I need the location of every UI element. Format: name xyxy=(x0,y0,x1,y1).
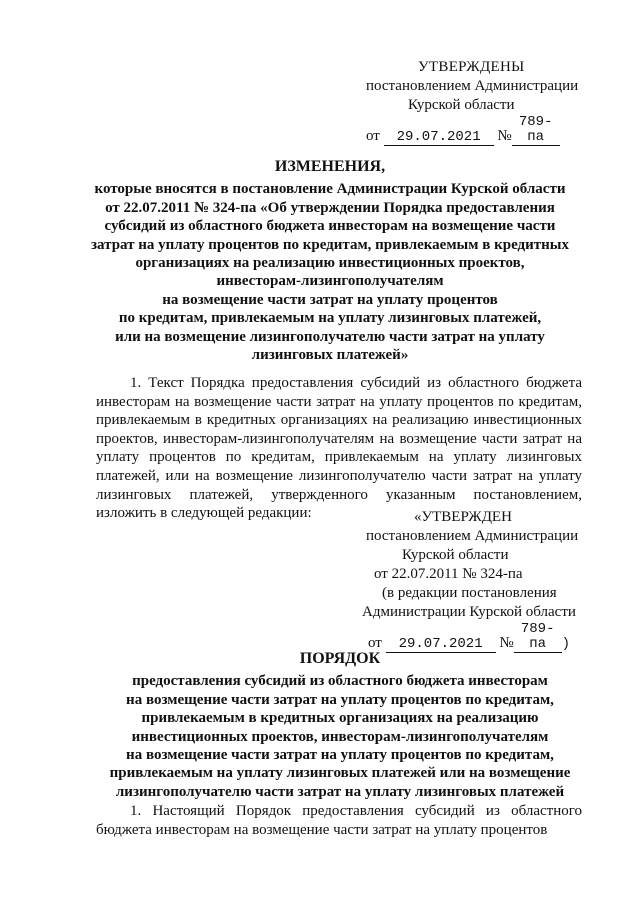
changes-line: организациях на реализацию инвестиционных проектов, xyxy=(135,255,525,272)
approval2-date-prefix: от xyxy=(368,635,382,651)
changes-line: инвесторам-лизингополучателям xyxy=(216,273,444,290)
order-heading-block xyxy=(60,650,620,801)
approval2-title: «УТВЕРЖДЕН xyxy=(414,509,512,525)
approval2-date: 29.07.2021 xyxy=(386,637,496,653)
changes-heading-block xyxy=(60,158,600,364)
approval-line-2: Курской области xyxy=(408,97,515,113)
order-line: инвестиционных проектов, инвесторам-лизингополучателям xyxy=(131,728,549,745)
paragraph-2: 1. Настоящий Порядок предоставления субсидий из областного бюджета инвесторам на возмещение части затрат на уплату процентов xyxy=(96,803,582,838)
approval2-line-4: (в редакции постановления xyxy=(382,585,557,601)
approval-date-row xyxy=(362,115,612,146)
paragraph-1: 1. Текст Порядка предоставления субсидий из областного бюджета инвесторам на возмещение части затрат на уплату процентов по кредитам, привлекаемым в кредитных организациях на реализацию инвестиционных проектов, инвесторам-лизингополучателям на возмещение части затрат на уплату процентов по кредитам, привлекаемым на уплату лизинговых платежей, или на возмещение лизингополучателю части затрат на уплату лизинговых платежей, утвержденного указанным постановлением, изложить в следующей редакции: xyxy=(96,375,582,522)
changes-line: лизинговых платежей» xyxy=(251,347,409,364)
approval2-line-2: Курской области xyxy=(402,547,509,563)
approval-line-1: постановлением Администрации xyxy=(366,78,579,94)
changes-line: от 22.07.2011 № 324-па «Об утверждении Порядка предоставления xyxy=(105,199,555,216)
changes-heading: ИЗМЕНЕНИЯ, xyxy=(274,158,386,175)
changes-line: субсидий из областного бюджета инвесторам на возмещение части xyxy=(104,218,556,235)
order-heading: ПОРЯДОК xyxy=(299,650,381,667)
changes-line: или на возмещение лизингополучателю части затрат на уплату xyxy=(115,328,545,345)
approval2-close: ) xyxy=(561,636,571,652)
changes-line: по кредитам, привлекаемым на уплату лизинговых платежей, xyxy=(118,310,542,327)
order-line: на возмещение части затрат на уплату процентов по кредитам, xyxy=(126,691,554,708)
approval2-line-1: постановлением Администрации xyxy=(366,528,579,544)
order-line: лизингополучателю части затрат на уплату лизинговых платежей xyxy=(115,783,565,800)
order-line: привлекаемым на уплату лизинговых платежей или на возмещение xyxy=(109,765,571,782)
approval-number: 789-па xyxy=(512,115,560,146)
changes-line: которые вносятся в постановление Администрации Курской области xyxy=(94,181,566,198)
changes-line: затрат на уплату процентов по кредитам, привлекаемым в кредитных xyxy=(91,236,569,253)
approval-title: УТВЕРЖДЕНЫ xyxy=(418,59,525,75)
approval2-number: 789-па xyxy=(514,622,562,653)
approval2-line-3: от 22.07.2011 № 324-па xyxy=(374,566,523,582)
approval-date: 29.07.2021 xyxy=(384,130,494,146)
approval2-number-prefix: № xyxy=(499,635,514,651)
changes-line: на возмещение части затрат на уплату процентов xyxy=(162,291,498,308)
approval-number-prefix: № xyxy=(497,128,512,144)
approval-stamp xyxy=(362,58,612,146)
order-line: на возмещение части затрат на уплату процентов по кредитам, xyxy=(126,747,554,764)
approval-stamp-2 xyxy=(362,508,622,654)
order-line: привлекаемым в кредитных организациях на реализацию xyxy=(141,710,539,727)
order-line: предоставления субсидий из областного бюджета инвесторам xyxy=(132,673,548,690)
approval-date-prefix: от xyxy=(366,128,380,144)
approval2-line-5: Администрации Курской области xyxy=(362,604,576,620)
